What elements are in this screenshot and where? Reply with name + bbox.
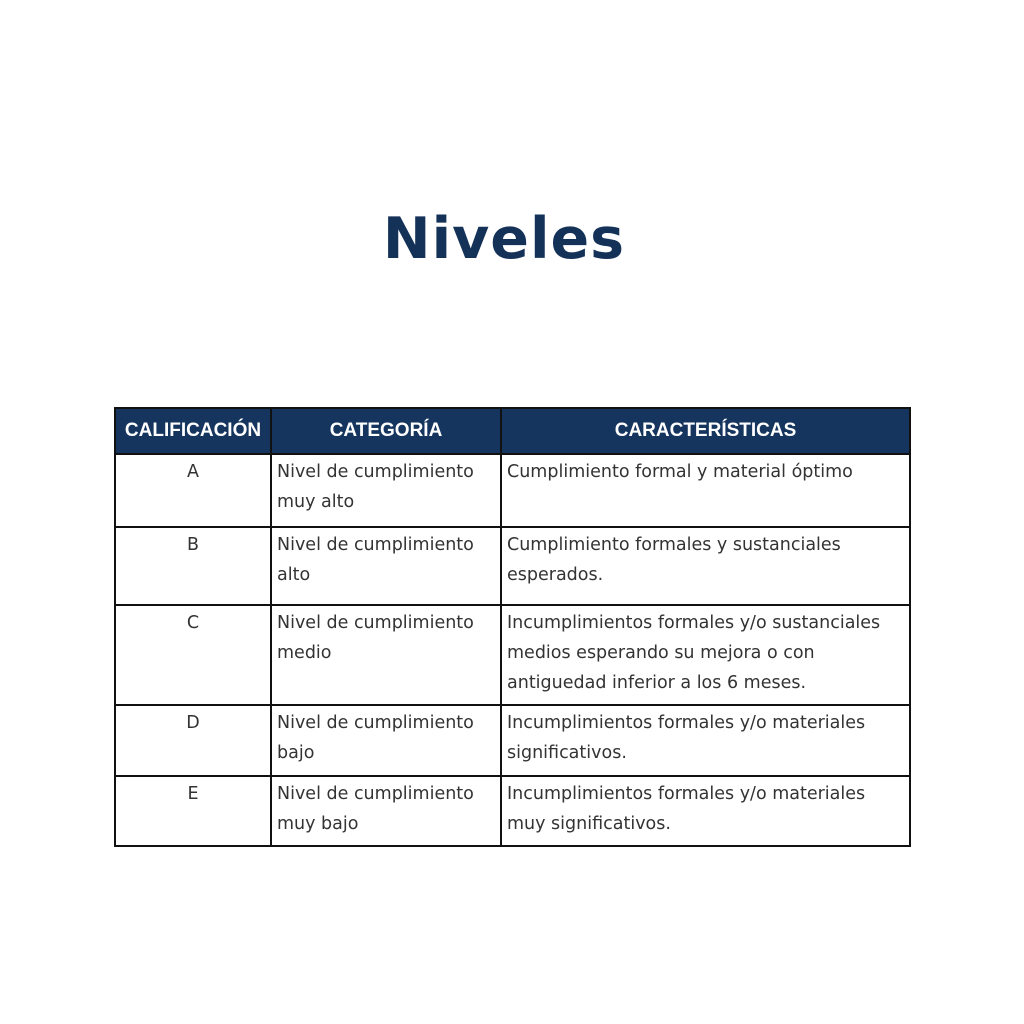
header-row xyxy=(115,408,910,454)
table-row xyxy=(115,527,910,605)
characteristics-cell: Cumplimiento formales y sustanciales esperados. xyxy=(501,527,910,605)
characteristics-cell: Incumplimientos formales y/o sustanciales medios esperando su mejora o con antiguedad inferior a los 6 meses. xyxy=(501,605,910,705)
table-row xyxy=(115,605,910,705)
table-row xyxy=(115,776,910,846)
category-cell: Nivel de cumplimiento medio xyxy=(271,605,501,705)
category-cell: Nivel de cumplimiento bajo xyxy=(271,705,501,776)
table-body xyxy=(115,454,910,846)
header-caracteristicas: CARACTERÍSTICAS xyxy=(501,408,910,454)
grade-cell: A xyxy=(115,454,271,527)
grade-cell: B xyxy=(115,527,271,605)
table-row xyxy=(115,454,910,527)
table-header xyxy=(115,408,910,454)
grade-cell: C xyxy=(115,605,271,705)
header-calificacion: CALIFICACIÓN xyxy=(115,408,271,454)
table-row xyxy=(115,705,910,776)
category-cell: Nivel de cumplimiento muy alto xyxy=(271,454,501,527)
characteristics-cell: Incumplimientos formales y/o materiales muy significativos. xyxy=(501,776,910,846)
grade-cell: D xyxy=(115,705,271,776)
characteristics-cell: Incumplimientos formales y/o materiales significativos. xyxy=(501,705,910,776)
category-cell: Nivel de cumplimiento alto xyxy=(271,527,501,605)
levels-table xyxy=(114,407,911,847)
header-categoria: CATEGORÍA xyxy=(271,408,501,454)
category-cell: Nivel de cumplimiento muy bajo xyxy=(271,776,501,846)
characteristics-cell: Cumplimiento formal y material óptimo xyxy=(501,454,910,527)
grade-cell: E xyxy=(115,776,271,846)
page-title: Niveles xyxy=(382,206,626,272)
